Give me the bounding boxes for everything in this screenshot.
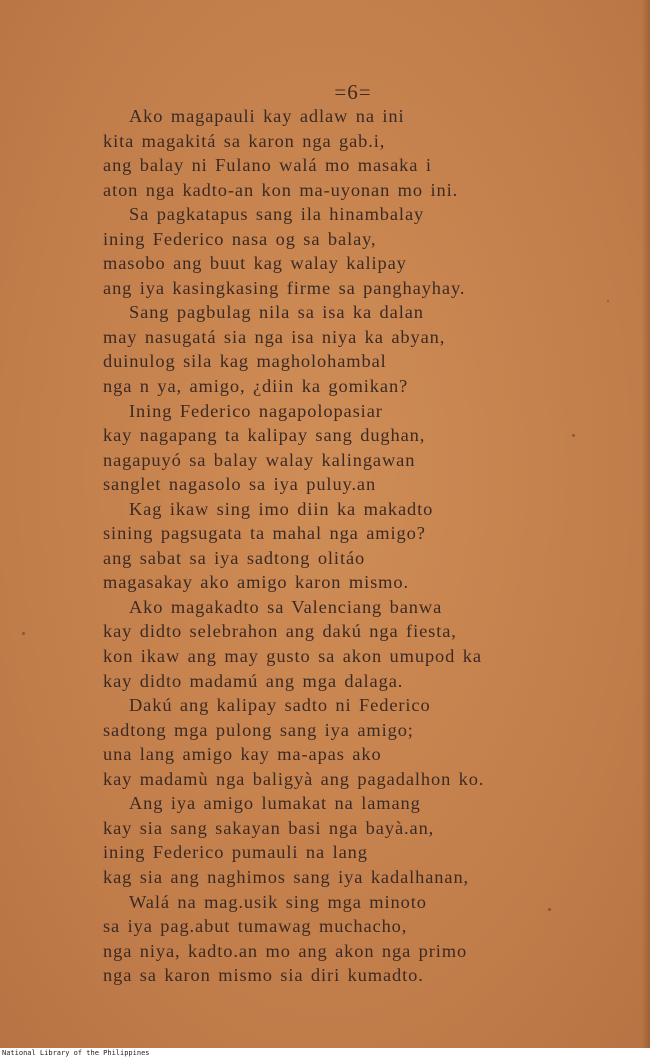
poem-line: sa iya pag.abut tumawag muchacho,	[103, 916, 408, 937]
paper-speck	[607, 300, 609, 302]
poem-line: Ining Federico nagapolopasiar	[129, 400, 383, 421]
poem-line: ang iya kasingkasing firme sa panghayhay.	[103, 277, 466, 298]
paper-speck	[548, 908, 551, 911]
poem-line: kay didto madamú ang mga dalaga.	[103, 670, 404, 691]
library-credit: National Library of the Philippines	[2, 1049, 150, 1057]
poem-line: ining Federico pumauli na lang	[103, 842, 368, 863]
poem-line: kay didto selebrahon ang dakú nga fiesta,	[103, 621, 457, 642]
poem-line: una lang amigo kay ma-apas ako	[103, 744, 382, 765]
poem-line: may nasugatá sia nga isa niya ka abyan,	[103, 326, 446, 347]
poem-line: sadtong mga pulong sang iya amigo;	[103, 719, 414, 740]
poem-line: aton nga kadto-an kon ma-uyonan mo ini.	[103, 179, 459, 200]
poem-line: nga n ya, amigo, ¿diin ka gomikan?	[103, 376, 409, 397]
poem-line: sining pagsugata ta mahal nga amigo?	[103, 523, 426, 544]
page-edge-shadow	[642, 0, 650, 1048]
poem-line: Ako magapauli kay adlaw na ini	[129, 106, 405, 126]
poem-line: duinulog sila kag magholohambal	[103, 351, 387, 372]
poem-line: kay nagapang ta kalipay sang dughan,	[103, 425, 426, 446]
page-number: =6=	[334, 80, 372, 104]
poem-line: kay madamù nga baligyà ang pagadalhon ko.	[103, 768, 485, 789]
poem-line: magasakay ako amigo karon mismo.	[103, 572, 409, 593]
poem-line: kag sia ang naghimos sang iya kadalhanan,	[103, 866, 470, 887]
poem-line: kon ikaw ang may gusto sa akon umupod ka	[103, 646, 482, 667]
poem-line: sanglet nagasolo sa iya puluy.an	[103, 474, 377, 495]
poem-text	[103, 104, 623, 988]
paper-speck	[22, 632, 25, 635]
poem-line: Sa pagkatapus sang ila hinambalay	[129, 204, 425, 225]
poem-line: Dakú ang kalipay sadto ni Federico	[129, 695, 431, 716]
poem-line: Kag ikaw sing imo diin ka makadto	[129, 498, 434, 519]
poem-line: kita magakitá sa karon nga gab.i,	[103, 130, 386, 151]
poem-line: ang sabat sa iya sadtong olitáo	[103, 547, 366, 568]
paper-speck	[572, 434, 575, 437]
poem-line: nagapuyó sa balay walay kalingawan	[103, 449, 416, 470]
poem-line: ang balay ni Fulano walá mo masaka i	[103, 155, 432, 176]
poem-line: Sang pagbulag nila sa isa ka dalan	[129, 302, 424, 323]
poem-line: Walá na mag.usik sing mga minoto	[129, 891, 427, 912]
poem-line: nga sa karon mismo sia diri kumadto.	[103, 965, 424, 986]
poem-line: Ang iya amigo lumakat na lamang	[129, 793, 421, 814]
poem-line: nga niya, kadto.an mo ang akon nga primo	[103, 940, 468, 961]
poem-line: masobo ang buut kag walay kalipay	[103, 253, 407, 274]
poem-line: Ako magakadto sa Valenciang banwa	[129, 596, 443, 617]
poem-line: ining Federico nasa og sa balay,	[103, 228, 377, 249]
poem-line: kay sia sang sakayan basi nga bayà.an,	[103, 817, 435, 838]
